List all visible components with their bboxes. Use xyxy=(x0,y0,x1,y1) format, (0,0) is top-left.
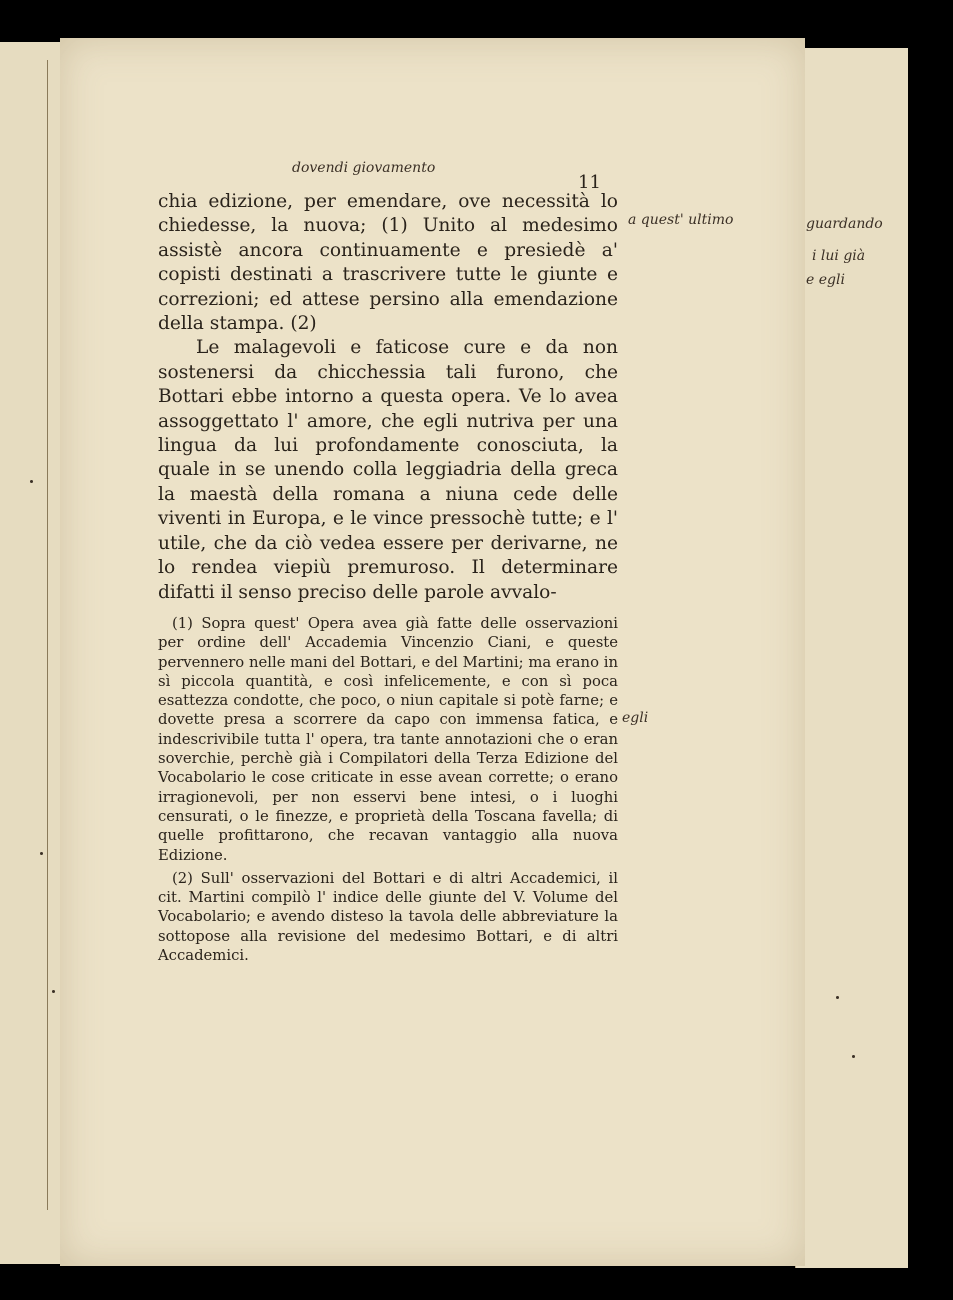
main-text xyxy=(158,190,618,605)
gutter-line xyxy=(47,60,48,1210)
paragraph-1: chia edizione, per emendare, ove necessità lo chiedesse, la nuova; (1) Unito al medesimo assistè ancora continuamente e presiedè a' copisti destinati a trascrivere tutte le giunte e correzioni; ed attese persino alla emendazione della stampa. (2) xyxy=(158,191,618,335)
handwritten-margin-note: a quest' ultimo xyxy=(628,212,734,228)
facing-page-edge xyxy=(0,42,62,1264)
footnotes xyxy=(158,614,618,965)
footnote-2: (2) Sull' osservazioni del Bottari e di altri Accademici, il cit. Martini compilò l' indice delle giunte del V. Volume del Vocabolario; e avendo disteso la tavola delle abbreviature la sottopose alla revisione del medesimo Bottari, e di altri Accademici. xyxy=(158,869,618,965)
margin-mark xyxy=(852,1055,855,1058)
margin-mark xyxy=(30,480,33,483)
handwritten-footnote-note: egli xyxy=(622,710,649,726)
handwritten-right-note-3: e egli xyxy=(806,272,845,288)
margin-mark xyxy=(836,996,839,999)
margin-mark xyxy=(40,852,43,855)
handwritten-insertion: dovendi giovamento xyxy=(292,160,436,176)
footnote-1: (1) Sopra quest' Opera avea già fatte delle osservazioni per ordine dell' Accademia Vincenzio Ciani, e queste pervennero nelle mani del Bottari, e del Martini; ma erano in sì piccola quantità, e così infelicemente, e con sì poca esattezza condotte, che poco, o niun capitale si potè farne; e dovette presa a scorrere da capo con immensa fatica, e indescrivibile tutta l' opera, tra tante annotazioni che o eran soverchie, perchè già i Compilatori della Terza Edizione del Vocabolario le cose criticate in esse avean corrette; o erano irragionevoli, per non esservi bene intesi, o i luoghi censurati, o le finezze, e proprietà della Toscana favella; di quelle profittarono, che recavan vantaggio alla nuova Edizione. xyxy=(158,615,618,864)
handwritten-right-note-1: guardando xyxy=(806,216,883,232)
page-number: 11 xyxy=(578,172,601,193)
margin-mark xyxy=(52,990,55,993)
paragraph-2: Le malagevoli e faticose cure e da non sostenersi da chicchessia tali furono, che Bottari ebbe intorno a questa opera. Ve lo avea assoggettato l' amore, che egli nutriva per una lingua da lui profondamente conosciuta, la quale in se unendo colla leggiadria della greca la maestà della romana a niuna cede delle viventi in Europa, e le vince pressochè tutte; e l' utile, che da ciò vedea essere per derivarne, ne lo rendea viepiù premuroso. Il determinare difatti il senso preciso delle parole avvalo- xyxy=(158,337,618,603)
handwritten-right-note-2: i lui già xyxy=(812,248,866,264)
